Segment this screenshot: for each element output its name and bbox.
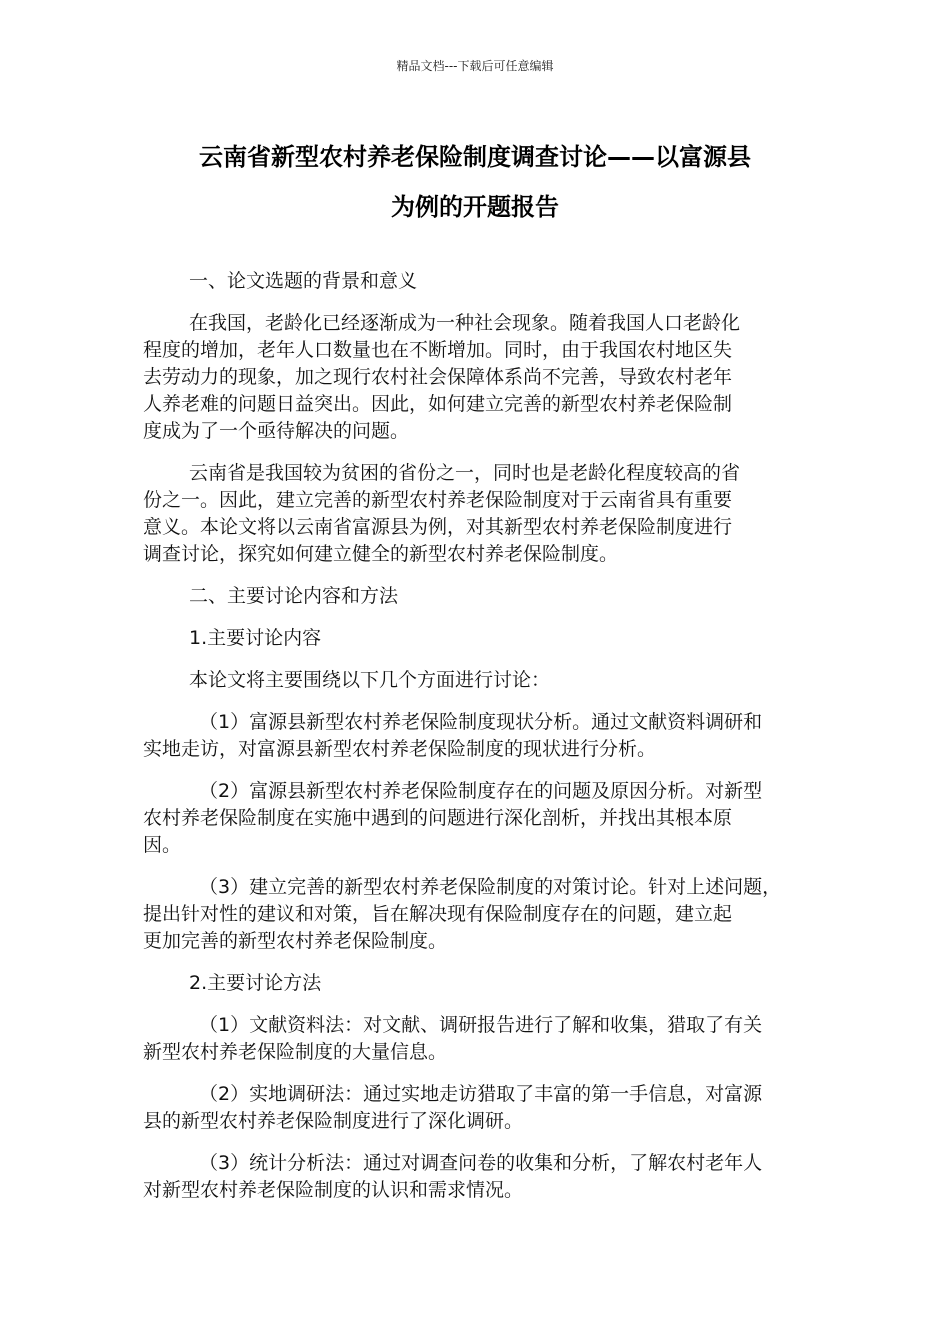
document-title-line-2: 为例的开题报告 [391,193,559,221]
subsection-content-heading: 1.主要讨论内容 [189,627,322,649]
section-1-paragraph-1: 在我国，老龄化已经逐渐成为一种社会现象。随着我国人口老龄化 程度的增加，老年人口数量也在不断增加。同时，由于我国农村地区失 去劳动力的现象，加之现行农村社会保障体系尚不完善，导致农村老年 人养老难的问题日益突出。因此，如何建立完善的新型农村养老保险制 度成为了一个亟待解决的问题。 [143,312,741,442]
content-item-2: （2）富源县新型农村养老保险制度存在的问题及原因分析。对新型 农村养老保险制度在实施中遇到的问题进行深化剖析，并找出其根本原 因。 [143,780,763,856]
section-2-heading: 二、主要讨论内容和方法 [189,585,399,607]
document-body [143,268,813,1219]
content-item-3: （3）建立完善的新型农村养老保险制度的对策讨论。针对上述问题， 提出针对性的建议和对策，旨在解决现有保险制度存在的问题，建立起 更加完善的新型农村养老保险制度。 [143,876,782,952]
method-item-3: （3）统计分析法：通过对调查问卷的收集和分析，了解农村老年人 对新型农村养老保险制度的认识和需求情况。 [143,1152,763,1201]
method-item-2: （2）实地调研法：通过实地走访猎取了丰富的第一手信息，对富源 县的新型农村养老保险制度进行了深化调研。 [143,1083,763,1132]
method-item-1: （1）文献资料法：对文献、调研报告进行了解和收集，猎取了有关 新型农村养老保险制度的大量信息。 [143,1014,763,1063]
content-intro: 本论文将主要围绕以下几个方面进行讨论： [189,669,551,691]
content-item-1: （1）富源县新型农村养老保险制度现状分析。通过文献资料调研和 实地走访，对富源县新型农村养老保险制度的现状进行分析。 [143,711,763,760]
section-1-paragraph-2: 云南省是我国较为贫困的省份之一，同时也是老龄化程度较高的省 份之一。因此，建立完善的新型农村养老保险制度对于云南省具有重要 意义。本论文将以云南省富源县为例，对其新型农村养老保险制度进行 调查讨论，探究如何建立健全的新型农村养老保险制度。 [143,462,741,565]
document-title-line-1: 云南省新型农村养老保险制度调查讨论——以富源县 [199,143,751,171]
subsection-method-heading: 2.主要讨论方法 [189,972,322,994]
document-title [120,132,830,232]
section-1-heading: 一、论文选题的背景和意义 [189,270,418,292]
header-note: 精品文档---下载后可任意编辑 [396,59,554,73]
